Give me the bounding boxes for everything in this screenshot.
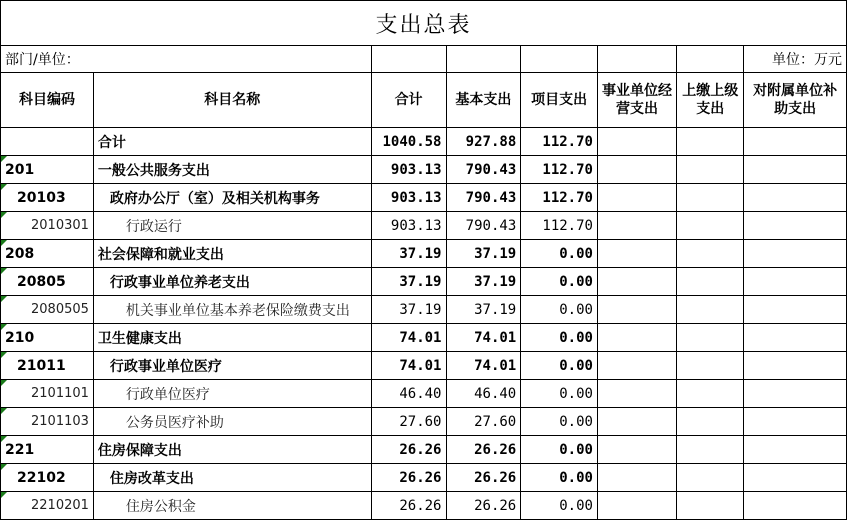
cell-basic: 74.01 bbox=[446, 324, 521, 352]
cell-code: 20805 bbox=[1, 268, 94, 296]
empty-cell bbox=[446, 46, 521, 73]
cell-name: 政府办公厅（室）及相关机构事务 bbox=[93, 184, 371, 212]
cell-total: 26.26 bbox=[371, 436, 446, 464]
table-row bbox=[1, 464, 847, 492]
cell-subsidy bbox=[744, 352, 847, 380]
cell-code: 2210201 bbox=[1, 492, 94, 520]
cell-name: 卫生健康支出 bbox=[93, 324, 371, 352]
cell-remit bbox=[677, 156, 744, 184]
cell-basic: 27.60 bbox=[446, 408, 521, 436]
cell-remit bbox=[677, 212, 744, 240]
cell-basic: 790.43 bbox=[446, 212, 521, 240]
cell-total: 37.19 bbox=[371, 240, 446, 268]
cell-remit bbox=[677, 296, 744, 324]
cell-basic: 927.88 bbox=[446, 128, 521, 156]
table-row bbox=[1, 212, 847, 240]
cell-name: 公务员医疗补助 bbox=[93, 408, 371, 436]
cell-total: 26.26 bbox=[371, 492, 446, 520]
header-row bbox=[1, 73, 847, 128]
table-row bbox=[1, 268, 847, 296]
col-header-code: 科目编码 bbox=[1, 73, 94, 128]
cell-code bbox=[1, 128, 94, 156]
cell-business bbox=[597, 464, 676, 492]
cell-code: 2101103 bbox=[1, 408, 94, 436]
cell-code: 201 bbox=[1, 156, 94, 184]
cell-code: 208 bbox=[1, 240, 94, 268]
unit-label: 单位：万元 bbox=[744, 46, 847, 73]
cell-project: 112.70 bbox=[521, 156, 598, 184]
cell-basic: 74.01 bbox=[446, 352, 521, 380]
cell-business bbox=[597, 296, 676, 324]
cell-subsidy bbox=[744, 128, 847, 156]
cell-name: 社会保障和就业支出 bbox=[93, 240, 371, 268]
cell-project: 112.70 bbox=[521, 184, 598, 212]
cell-business bbox=[597, 212, 676, 240]
cell-code: 21011 bbox=[1, 352, 94, 380]
cell-subsidy bbox=[744, 296, 847, 324]
cell-total: 37.19 bbox=[371, 296, 446, 324]
table-row bbox=[1, 296, 847, 324]
cell-total: 37.19 bbox=[371, 268, 446, 296]
table-row bbox=[1, 408, 847, 436]
cell-name: 住房保障支出 bbox=[93, 436, 371, 464]
cell-name: 行政事业单位医疗 bbox=[93, 352, 371, 380]
cell-subsidy bbox=[744, 464, 847, 492]
cell-name: 行政事业单位养老支出 bbox=[93, 268, 371, 296]
cell-name: 机关事业单位基本养老保险缴费支出 bbox=[93, 296, 371, 324]
dept-label: 部门/单位： bbox=[1, 46, 372, 73]
empty-cell bbox=[371, 46, 446, 73]
cell-name: 合计 bbox=[93, 128, 371, 156]
cell-subsidy bbox=[744, 380, 847, 408]
col-header-name: 科目名称 bbox=[93, 73, 371, 128]
col-header-project: 项目支出 bbox=[521, 73, 598, 128]
cell-name: 行政运行 bbox=[93, 212, 371, 240]
cell-total: 74.01 bbox=[371, 352, 446, 380]
cell-name: 住房公积金 bbox=[93, 492, 371, 520]
cell-business bbox=[597, 436, 676, 464]
col-header-business: 事业单位经营支出 bbox=[597, 73, 676, 128]
table-row bbox=[1, 380, 847, 408]
cell-project: 112.70 bbox=[521, 212, 598, 240]
cell-project: 0.00 bbox=[521, 352, 598, 380]
cell-code: 2010301 bbox=[1, 212, 94, 240]
cell-code: 2080505 bbox=[1, 296, 94, 324]
cell-total: 903.13 bbox=[371, 212, 446, 240]
table-row bbox=[1, 156, 847, 184]
cell-total: 1040.58 bbox=[371, 128, 446, 156]
cell-basic: 26.26 bbox=[446, 492, 521, 520]
col-header-subsidy: 对附属单位补助支出 bbox=[744, 73, 847, 128]
cell-subsidy bbox=[744, 436, 847, 464]
cell-subsidy bbox=[744, 324, 847, 352]
cell-project: 0.00 bbox=[521, 296, 598, 324]
cell-subsidy bbox=[744, 156, 847, 184]
cell-remit bbox=[677, 380, 744, 408]
cell-subsidy bbox=[744, 408, 847, 436]
cell-subsidy bbox=[744, 268, 847, 296]
col-header-basic: 基本支出 bbox=[446, 73, 521, 128]
cell-total: 903.13 bbox=[371, 184, 446, 212]
cell-total: 74.01 bbox=[371, 324, 446, 352]
cell-remit bbox=[677, 184, 744, 212]
table-row bbox=[1, 240, 847, 268]
cell-business bbox=[597, 128, 676, 156]
cell-project: 0.00 bbox=[521, 492, 598, 520]
cell-name: 住房改革支出 bbox=[93, 464, 371, 492]
cell-total: 903.13 bbox=[371, 156, 446, 184]
col-header-remit: 上缴上级支出 bbox=[677, 73, 744, 128]
cell-code: 221 bbox=[1, 436, 94, 464]
cell-basic: 37.19 bbox=[446, 268, 521, 296]
cell-business bbox=[597, 184, 676, 212]
empty-cell bbox=[521, 46, 598, 73]
cell-code: 210 bbox=[1, 324, 94, 352]
cell-basic: 26.26 bbox=[446, 436, 521, 464]
table-row bbox=[1, 436, 847, 464]
cell-subsidy bbox=[744, 184, 847, 212]
cell-project: 0.00 bbox=[521, 464, 598, 492]
cell-code: 22102 bbox=[1, 464, 94, 492]
cell-business bbox=[597, 408, 676, 436]
empty-cell bbox=[597, 46, 676, 73]
cell-name: 一般公共服务支出 bbox=[93, 156, 371, 184]
cell-remit bbox=[677, 128, 744, 156]
cell-basic: 790.43 bbox=[446, 156, 521, 184]
table-row bbox=[1, 492, 847, 520]
table-title: 支出总表 bbox=[1, 1, 847, 46]
cell-basic: 790.43 bbox=[446, 184, 521, 212]
cell-business bbox=[597, 240, 676, 268]
cell-business bbox=[597, 492, 676, 520]
table-row bbox=[1, 352, 847, 380]
cell-remit bbox=[677, 268, 744, 296]
cell-project: 112.70 bbox=[521, 128, 598, 156]
cell-remit bbox=[677, 352, 744, 380]
cell-basic: 37.19 bbox=[446, 240, 521, 268]
table-row bbox=[1, 324, 847, 352]
cell-remit bbox=[677, 436, 744, 464]
cell-business bbox=[597, 380, 676, 408]
cell-business bbox=[597, 268, 676, 296]
table-row bbox=[1, 128, 847, 156]
col-header-total: 合计 bbox=[371, 73, 446, 128]
cell-total: 27.60 bbox=[371, 408, 446, 436]
cell-business bbox=[597, 352, 676, 380]
cell-project: 0.00 bbox=[521, 408, 598, 436]
cell-remit bbox=[677, 408, 744, 436]
cell-business bbox=[597, 156, 676, 184]
cell-basic: 26.26 bbox=[446, 464, 521, 492]
cell-project: 0.00 bbox=[521, 324, 598, 352]
cell-code: 20103 bbox=[1, 184, 94, 212]
cell-total: 26.26 bbox=[371, 464, 446, 492]
cell-subsidy bbox=[744, 212, 847, 240]
cell-remit bbox=[677, 324, 744, 352]
cell-remit bbox=[677, 240, 744, 268]
cell-name: 行政单位医疗 bbox=[93, 380, 371, 408]
cell-remit bbox=[677, 464, 744, 492]
table-row bbox=[1, 184, 847, 212]
cell-code: 2101101 bbox=[1, 380, 94, 408]
cell-subsidy bbox=[744, 492, 847, 520]
cell-basic: 46.40 bbox=[446, 380, 521, 408]
cell-total: 46.40 bbox=[371, 380, 446, 408]
cell-project: 0.00 bbox=[521, 436, 598, 464]
cell-project: 0.00 bbox=[521, 240, 598, 268]
cell-basic: 37.19 bbox=[446, 296, 521, 324]
cell-business bbox=[597, 324, 676, 352]
cell-project: 0.00 bbox=[521, 380, 598, 408]
cell-remit bbox=[677, 492, 744, 520]
cell-subsidy bbox=[744, 240, 847, 268]
cell-project: 0.00 bbox=[521, 268, 598, 296]
empty-cell bbox=[677, 46, 744, 73]
